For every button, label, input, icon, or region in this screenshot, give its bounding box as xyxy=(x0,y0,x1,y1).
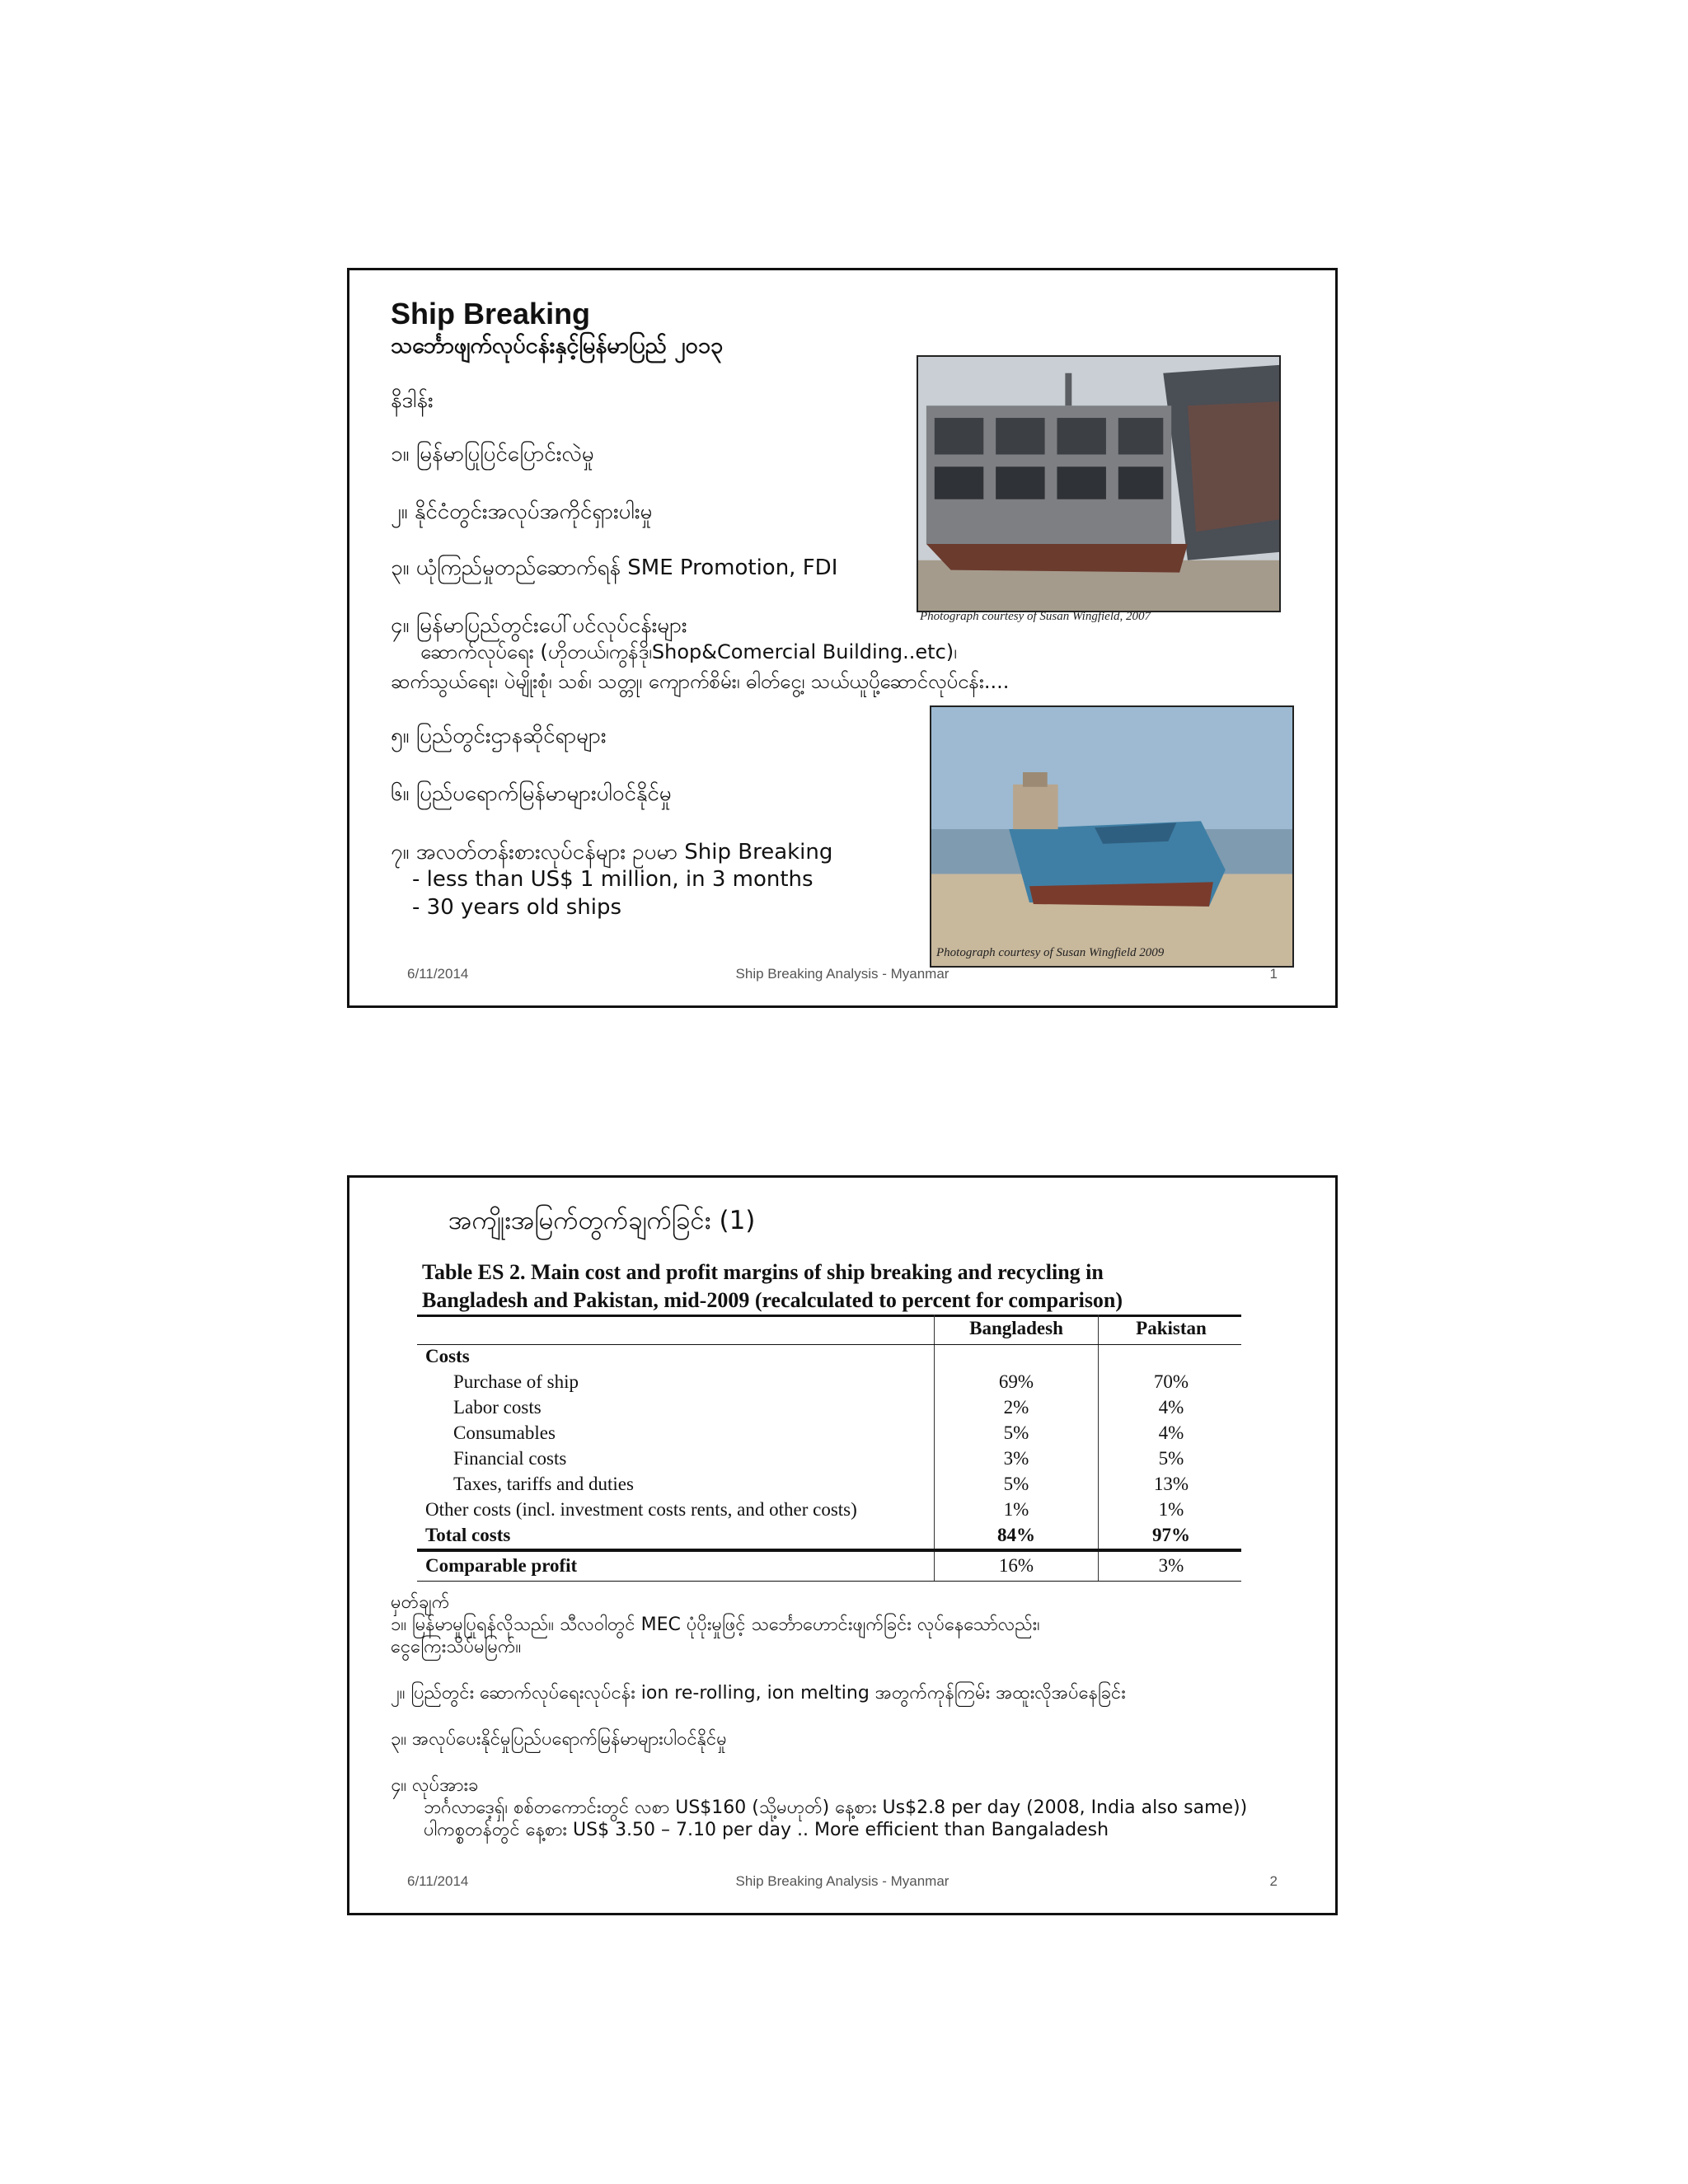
point-7-detail-1: - less than US$ 1 million, in 3 months xyxy=(412,867,814,892)
point-4: ၄။ မြန်မာပြည်တွင်းပေါ်ပင်လုပ်ငန်းများ xyxy=(391,613,687,638)
slide-1 xyxy=(347,268,1338,1008)
slide-2 xyxy=(347,1175,1338,1915)
total-pakistan: 97% xyxy=(1152,1525,1190,1545)
cell-pakistan: 4% xyxy=(1158,1422,1184,1443)
cell-bangladesh: 5% xyxy=(1003,1422,1029,1443)
beached-ship-photo xyxy=(930,705,1294,968)
table-row xyxy=(417,1472,1241,1497)
row-label: Taxes, tariffs and duties xyxy=(453,1474,634,1494)
cell-pakistan: 13% xyxy=(1153,1474,1189,1494)
note-4: ၄။ လုပ်အားခ xyxy=(391,1775,479,1796)
table-row xyxy=(417,1395,1241,1421)
table-row xyxy=(417,1446,1241,1472)
profit-bangladesh: 16% xyxy=(998,1555,1034,1576)
column-header-pakistan: Pakistan xyxy=(1136,1318,1207,1338)
note-4-detail-2: ပါကစ္စတန်တွင် နေ့စား US$ 3.50 – 7.10 per day .. More efficient than Bangaladesh xyxy=(424,1820,1109,1840)
intro-heading: နိဒါန်း xyxy=(391,388,434,413)
point-5: ၅။ ပြည်တွင်းဌာနဆိုင်ရာများ xyxy=(391,724,607,748)
profit-label: Comparable profit xyxy=(425,1555,578,1576)
row-label: Financial costs xyxy=(453,1448,567,1469)
footer-title: Ship Breaking Analysis - Myanmar xyxy=(735,966,950,982)
point-3: ၃။ ယုံကြည်မှုတည်ဆောက်ရန် SME Promotion, FDI xyxy=(391,555,838,580)
point-1: ၁။ မြန်မာပြုပြင်ပြောင်းလဲမှု xyxy=(391,442,594,466)
total-bangladesh: 84% xyxy=(997,1525,1035,1545)
row-label: Labor costs xyxy=(453,1397,542,1418)
note-4-detail-1: ဘင်္ဂလာဒေ့ရှ်၊ စစ်တကောင်းတွင် လစာ US$160 (သို့မဟုတ်) နေ့စား Us$2.8 per day (2008, India also same)) xyxy=(424,1797,1248,1818)
row-label: Consumables xyxy=(453,1422,556,1443)
cost-profit-table xyxy=(417,1315,1241,1579)
footer-date: 6/11/2014 xyxy=(407,1873,469,1889)
total-label: Total costs xyxy=(425,1525,511,1545)
row-label: Other costs (incl. investment costs rents, and other costs) xyxy=(425,1499,857,1520)
photo-caption-2: Photograph courtesy of Susan Wingfield 2009 xyxy=(936,946,1165,959)
note-1: ၁။ မြန်မာမှုပြုရန်လိုသည်။ သီလဝါတွင် MEC ပုံပိုးမှုဖြင့် သင်္ဘောဟောင်းဖျက်ခြင်း လုပ်နေသော်လည်း၊ xyxy=(391,1615,1040,1635)
cell-bangladesh: 1% xyxy=(1003,1499,1029,1520)
point-4-detail-1: ဆောက်လုပ်ရေး (ဟိုတယ်၊ကွန်ဒို၊Shop&Comercial Building..etc)၊ xyxy=(420,640,957,663)
table-header-row xyxy=(417,1315,1241,1344)
notes-heading: မှတ်ချက် xyxy=(391,1592,450,1613)
table-title-line-2: Bangladesh and Pakistan, mid-2009 (recalculated to percent for comparison) xyxy=(422,1288,1123,1312)
photo-caption-1: Photograph courtesy of Susan Wingfield, 2007 xyxy=(920,610,1151,623)
column-header-bangladesh: Bangladesh xyxy=(969,1318,1063,1338)
table-title-line-1: Table ES 2. Main cost and profit margins of ship breaking and recycling in xyxy=(422,1260,1104,1284)
cell-bangladesh: 3% xyxy=(1003,1448,1029,1469)
section-label-costs: Costs xyxy=(425,1346,470,1366)
table-profit-row xyxy=(417,1554,1241,1579)
slide-title: Ship Breaking xyxy=(391,297,591,330)
cell-bangladesh: 5% xyxy=(1003,1474,1029,1494)
cell-bangladesh: 69% xyxy=(998,1371,1034,1392)
footer-title: Ship Breaking Analysis - Myanmar xyxy=(735,1873,950,1889)
row-label: Purchase of ship xyxy=(453,1371,579,1392)
slide-subtitle: သင်္ဘောဖျက်လုပ်ငန်းနှင့်မြန်မာပြည် ၂၀၁၃ xyxy=(391,333,724,359)
table-row xyxy=(417,1421,1241,1446)
cell-pakistan: 1% xyxy=(1158,1499,1184,1520)
cell-pakistan: 4% xyxy=(1158,1397,1184,1418)
note-1-continued: ငွေကြေးသိပ်မမြက်။ xyxy=(391,1637,522,1657)
table-total-row xyxy=(417,1523,1241,1549)
table-section-row xyxy=(417,1344,1241,1370)
cell-pakistan: 5% xyxy=(1158,1448,1184,1469)
profit-pakistan: 3% xyxy=(1158,1555,1184,1576)
cell-pakistan: 70% xyxy=(1153,1371,1189,1392)
note-3: ၃။ အလုပ်ပေးနိုင်မှုပြည်ပရောက်မြန်မာများပါဝင်နိုင်မှု xyxy=(391,1729,727,1750)
table-row xyxy=(417,1370,1241,1395)
point-2: ၂။ နိုင်ငံတွင်းအလုပ်အကိုင်ရှားပါးမှု xyxy=(391,499,653,524)
point-6: ၆။ ပြည်ပရောက်မြန်မာများပါဝင်နိုင်မှု xyxy=(391,781,672,806)
note-2: ၂။ ပြည်တွင်း ဆောက်လုပ်ရေးလုပ်ငန်း ion re-rolling, ion melting အတွက်ကုန်ကြမ်း အထူးလိုအပ်နေခြင်း xyxy=(391,1683,1126,1704)
footer-page-number: 2 xyxy=(1269,1873,1278,1889)
point-7: ၇။ အလတ်တန်းစားလုပ်ငန်များ ဥပမာ Ship Breaking xyxy=(391,840,833,865)
point-7-detail-2: - 30 years old ships xyxy=(412,895,622,920)
table-title xyxy=(422,1258,1123,1315)
ship-hull-photo xyxy=(917,355,1281,612)
point-4-detail-2: ဆက်သွယ်ရေး၊ ပဲမျိုးစုံ၊ သစ်၊ သတ္တု၊ ကျောက်စိမ်း၊ ဓါတ်ငွေ့၊ သယ်ယူပို့ဆောင်လုပ်ငန်း.... xyxy=(391,670,1010,693)
cell-bangladesh: 2% xyxy=(1003,1397,1029,1418)
footer-page-number: 1 xyxy=(1269,966,1278,982)
slide-title: အကျိုးအမြက်တွက်ချက်ခြင်း (1) xyxy=(448,1206,756,1235)
footer-date: 6/11/2014 xyxy=(407,966,469,982)
table-row xyxy=(417,1497,1241,1523)
